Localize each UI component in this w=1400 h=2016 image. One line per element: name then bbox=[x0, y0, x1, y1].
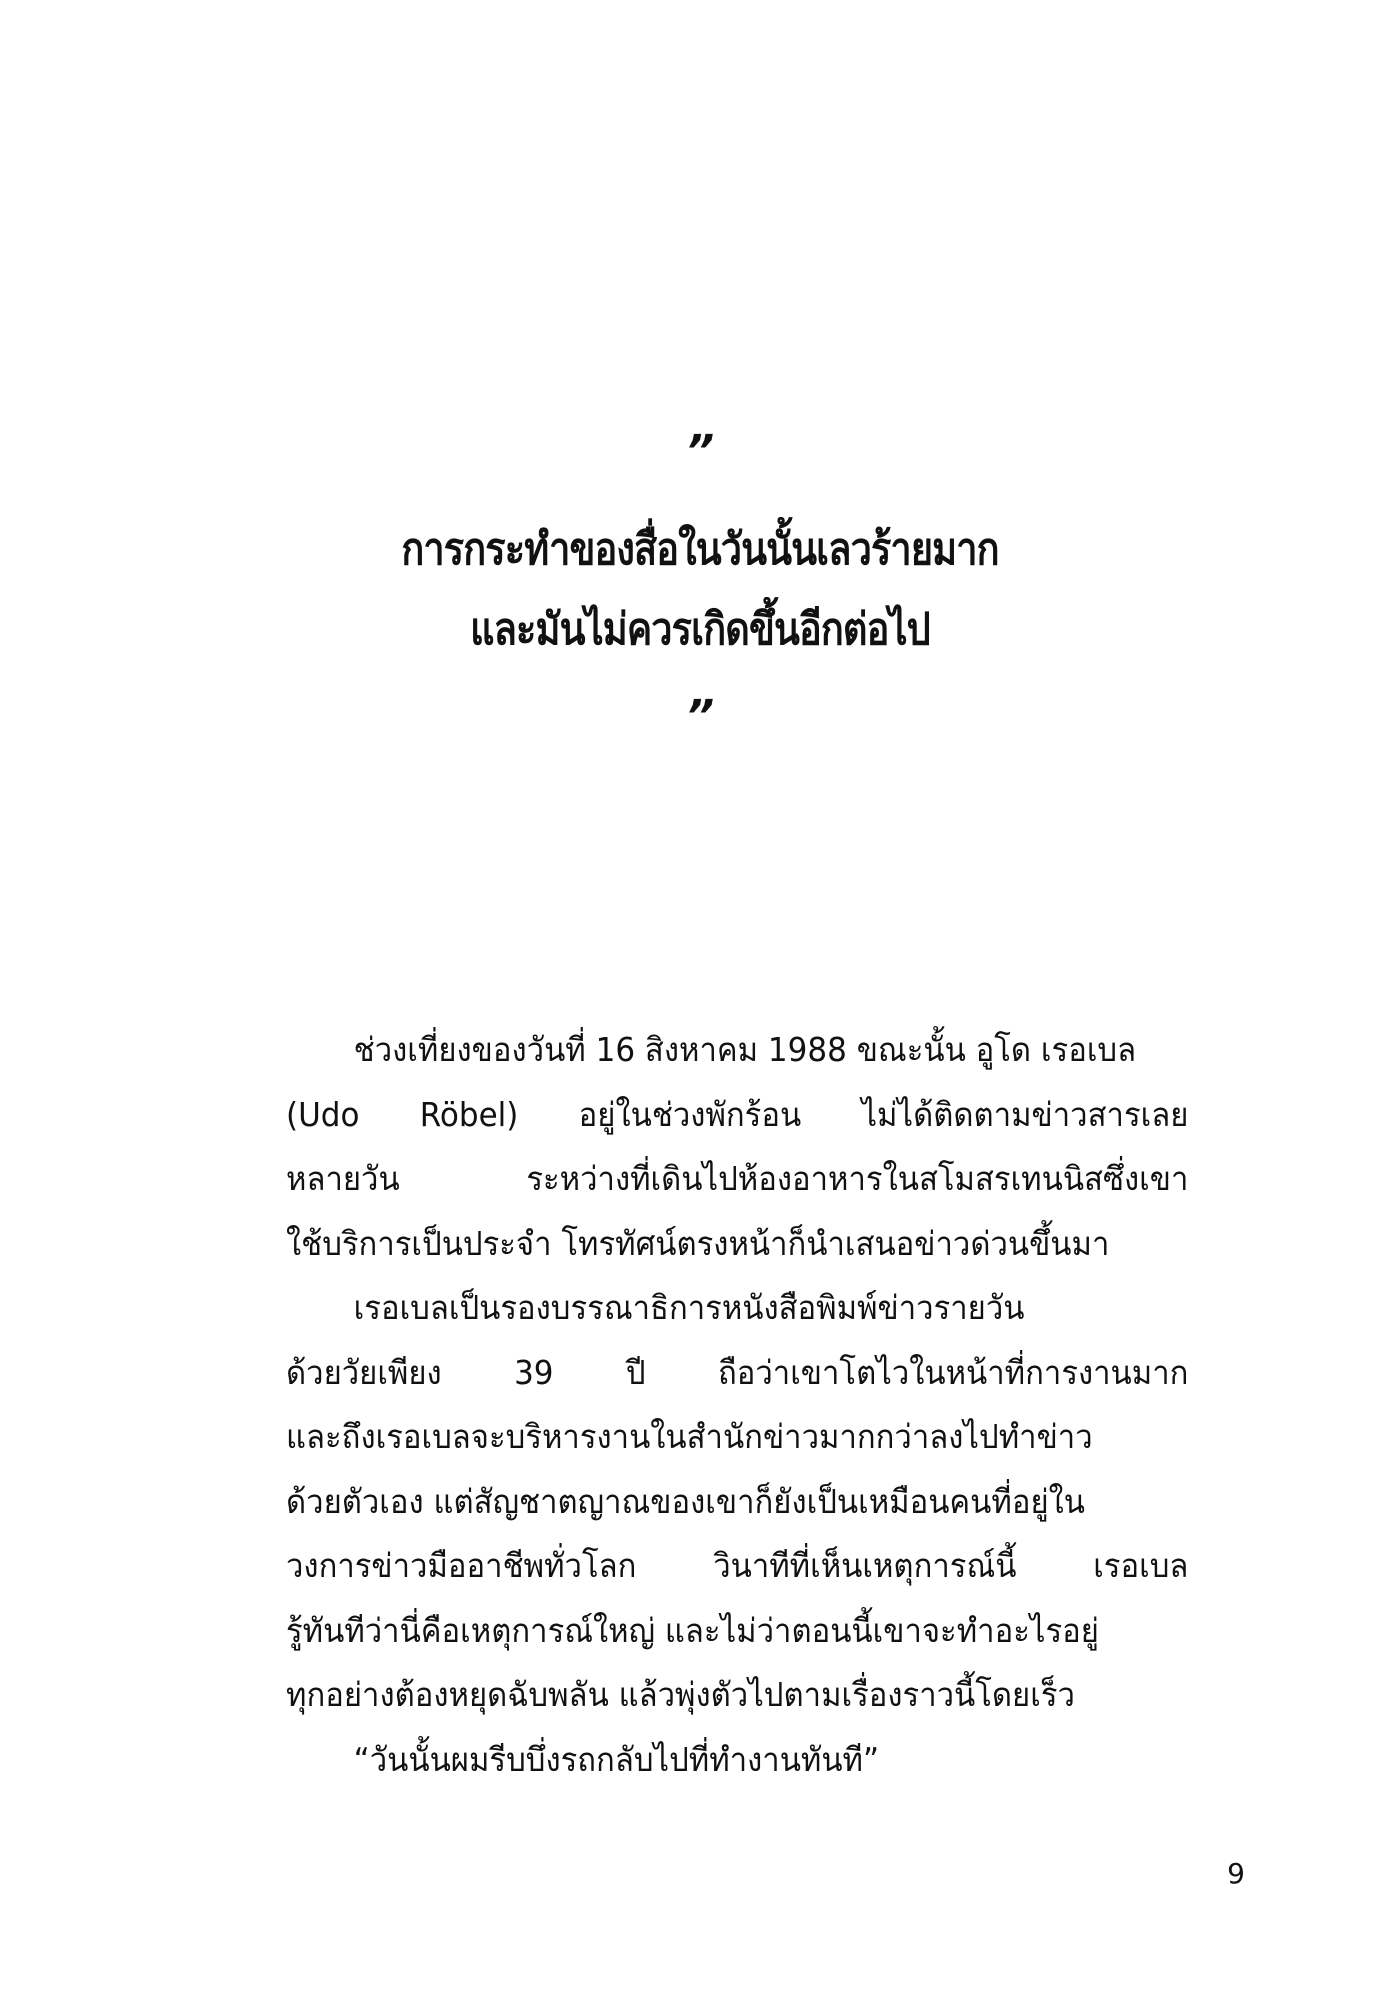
closing-quote-mark: ” bbox=[685, 691, 715, 742]
body-line: (Udo Röbel) อยู่ในช่วงพักร้อน ไม่ได้ติดตามข่าวสารเลย bbox=[286, 1094, 1189, 1134]
body-line: รู้ทันทีว่านี่คือเหตุการณ์ใหญ่ และไม่ว่าตอนนี้เขาจะทำอะไรอยู่ bbox=[286, 1610, 1099, 1650]
body-line: วงการข่าวมืออาชีพทั่วโลก วินาทีที่เห็นเหตุการณ์นี้ เรอเบล bbox=[286, 1546, 1189, 1585]
body-line: และถึงเรอเบลจะบริหารงานในสำนักข่าวมากกว่าลงไปทำข่าว bbox=[286, 1417, 1093, 1456]
body-line: เรอเบลเป็นรองบรรณาธิการหนังสือพิมพ์ข่าวรายวัน bbox=[353, 1288, 1025, 1327]
opening-quote-mark: ” bbox=[685, 426, 715, 477]
page-number: 9 bbox=[1227, 1857, 1245, 1890]
pull-quote-line: การกระทำของสื่อในวันนั้นเลวร้ายมาก bbox=[401, 524, 999, 575]
body-line: “วันนั้นผมรีบบึ่งรถกลับไปที่ทำงานทันที” bbox=[353, 1739, 880, 1779]
body-line: ด้วยตัวเอง แต่สัญชาตญาณของเขาก็ยังเป็นเหมือนคนที่อยู่ใน bbox=[286, 1481, 1085, 1521]
body-line: ใช้บริการเป็นประจำ โทรทัศน์ตรงหน้าก็นำเสนอข่าวด่วนขึ้นมา bbox=[286, 1223, 1110, 1263]
body-line: ทุกอย่างต้องหยุดฉับพลัน แล้วพุ่งตัวไปตามเรื่องราวนี้โดยเร็ว bbox=[286, 1675, 1075, 1714]
pull-quote-line: และมันไม่ควรเกิดขึ้นอีกต่อไป bbox=[470, 604, 930, 655]
pull-quote bbox=[270, 510, 1130, 670]
body-line: หลายวัน ระหว่างที่เดินไปห้องอาหารในสโมสรเทนนิสซึ่งเขา bbox=[286, 1159, 1189, 1198]
body-line: ด้วยวัยเพียง 39 ปี ถือว่าเขาโตไวในหน้าที่การงานมาก bbox=[286, 1352, 1189, 1392]
body-line: ช่วงเที่ยงของวันที่ 16 สิงหาคม 1988 ขณะนั้น อูโด เรอเบล bbox=[353, 1030, 1137, 1069]
body-paragraphs bbox=[286, 1018, 1188, 1792]
